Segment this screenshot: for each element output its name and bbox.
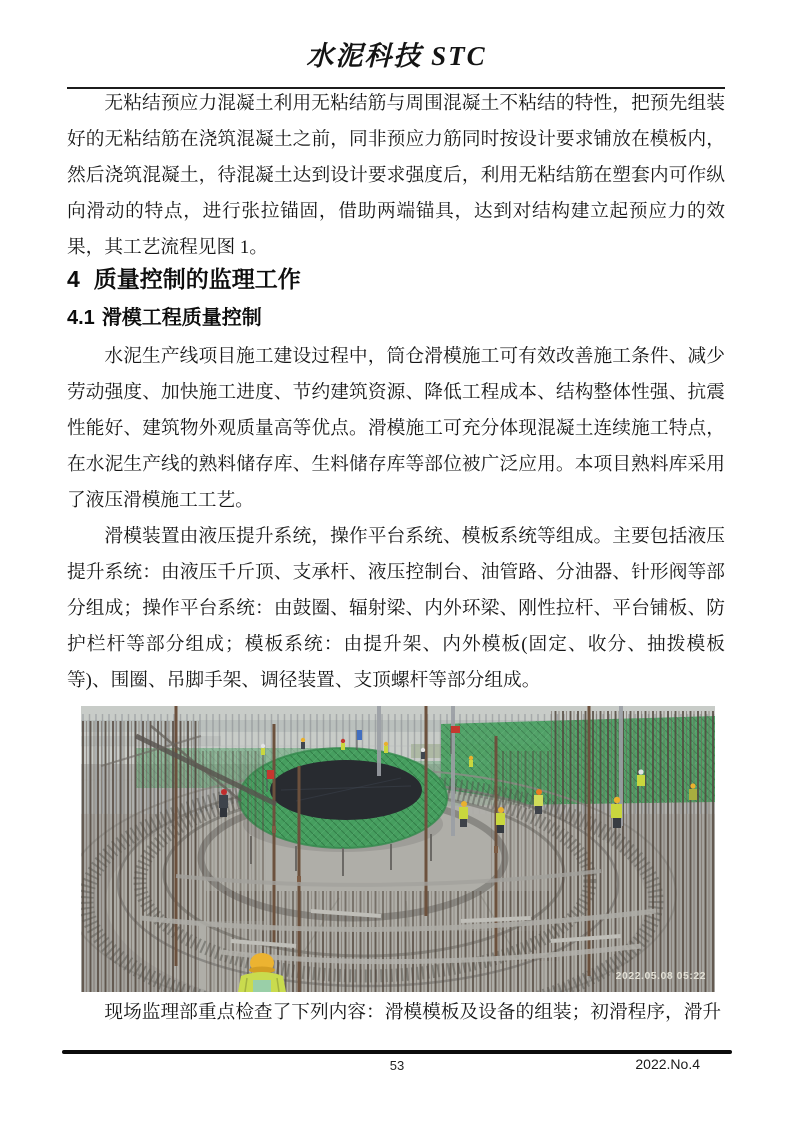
paragraph-slipform-systems: 滑模装置由液压提升系统，操作平台系统、模板系统等组成。主要包括液压提升系统：由液压千斤顶、支承杆、液压控制台、油管路、分油器、针形阀等部分组成；操作平台系统：由鼓圈、辐射梁、内外环梁、刚性拉杆、平台铺板、防护栏杆等部分组成；模板系统：由提升架、内外模板(固定、收分、抽拨模板等)、围圈、吊脚手架、调径装置、支顶螺杆等部分组成。 (67, 526, 725, 691)
paragraph-inspection-items: 现场监理部重点检查了下列内容：滑模模板及设备的组装；初滑程序，滑升 (104, 1002, 722, 1023)
section-heading-4-1 (67, 301, 725, 330)
photo-tone-overlay (81, 706, 715, 992)
issue-label: 2022.No.4 (635, 1056, 700, 1072)
section-number: 4 (67, 266, 80, 292)
journal-title: 水泥科技 STC (306, 41, 487, 71)
construction-photo (81, 706, 715, 992)
subsection-number: 4.1 (67, 307, 95, 329)
paragraph-unbonded-prestress: 无粘结预应力混凝土利用无粘结筋与周围混凝土不粘结的特性，把预先组装好的无粘结筋在浇筑混凝土之前，同非预应力筋同时按设计要求铺放在模板内，然后浇筑混凝土，待混凝土达到设计要求强度后，利用无粘结筋在塑套内可作纵向滑动的特点，进行张拉锚固，借助两端锚具，达到对结构建立起预应力的效果，其工艺流程见图 1。 (67, 93, 725, 258)
section-heading-4 (67, 261, 725, 294)
footer-rule (62, 1050, 732, 1054)
paragraph-slipform-benefits: 水泥生产线项目施工建设过程中，筒仓滑模施工可有效改善施工条件、减少劳动强度、加快施工进度、节约建筑资源、降低工程成本、结构整体性强、抗震性能好、建筑物外观质量高等优点。滑模施工可充分体现混凝土连续施工特点，在水泥生产线的熟料储存库、生料储存库等部位被广泛应用。本项目熟料库采用了液压滑模施工工艺。 (67, 346, 725, 511)
subsection-title: 滑模工程质量控制 (101, 307, 262, 329)
section-title: 质量控制的监理工作 (93, 266, 301, 292)
page-number: 53 (389, 1058, 405, 1073)
photo-timestamp: 2022.05.08 05:22 (615, 970, 706, 982)
